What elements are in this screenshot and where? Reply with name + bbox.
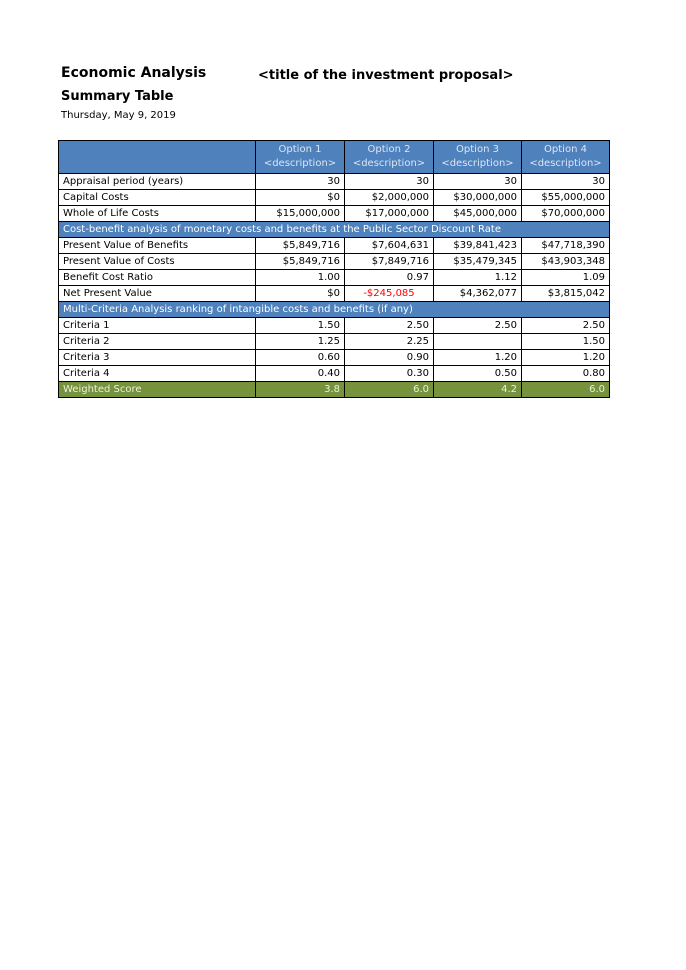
table-row xyxy=(59,238,610,254)
option-2-header: Option 2 <description> xyxy=(345,141,434,174)
cell-value: $45,000,000 xyxy=(434,206,522,222)
table-row xyxy=(59,350,610,366)
cell-value: 0.80 xyxy=(522,366,610,382)
cell-value: 1.25 xyxy=(256,334,345,350)
cell-value: 1.50 xyxy=(522,334,610,350)
table-row xyxy=(59,286,610,302)
cell-value: $2,000,000 xyxy=(345,190,434,206)
section-title: Cost-benefit analysis of monetary costs and benefits at the Public Sector Discount Rate xyxy=(59,222,522,238)
cell-value: $7,604,631 xyxy=(345,238,434,254)
cell-value: $0 xyxy=(256,190,345,206)
cell-value: 0.50 xyxy=(434,366,522,382)
score-value: 3.8 xyxy=(256,382,345,398)
cell-value: 2.50 xyxy=(434,318,522,334)
row-label: Whole of Life Costs xyxy=(59,206,256,222)
negative-value: -$245,085 xyxy=(345,286,434,302)
report-date: Thursday, May 9, 2019 xyxy=(61,110,176,121)
section-header-mca xyxy=(59,302,610,318)
cell-value: $5,849,716 xyxy=(256,238,345,254)
score-value: 4.2 xyxy=(434,382,522,398)
row-label: Appraisal period (years) xyxy=(59,174,256,190)
cell-value xyxy=(434,334,522,350)
section-header-cba xyxy=(59,222,610,238)
proposal-title: <title of the investment proposal> xyxy=(258,68,514,83)
cell-value: $70,000,000 xyxy=(522,206,610,222)
table-row xyxy=(59,190,610,206)
cell-value: 0.90 xyxy=(345,350,434,366)
table-row xyxy=(59,174,610,190)
table-row xyxy=(59,270,610,286)
cell-value: $17,000,000 xyxy=(345,206,434,222)
cell-value: $55,000,000 xyxy=(522,190,610,206)
cell-value: 0.97 xyxy=(345,270,434,286)
table-row xyxy=(59,366,610,382)
cell-value: 2.25 xyxy=(345,334,434,350)
cell-value: $47,718,390 xyxy=(522,238,610,254)
cell-value: $5,849,716 xyxy=(256,254,345,270)
row-label: Weighted Score xyxy=(59,382,256,398)
cell-value: $3,815,042 xyxy=(522,286,610,302)
table-row xyxy=(59,254,610,270)
cell-value: $4,362,077 xyxy=(434,286,522,302)
cell-value: 2.50 xyxy=(345,318,434,334)
header-blank-cell xyxy=(59,141,256,174)
cell-value: 0.40 xyxy=(256,366,345,382)
row-label: Net Present Value xyxy=(59,286,256,302)
section-blank-cell xyxy=(522,222,610,238)
table-row xyxy=(59,318,610,334)
page-title: Economic Analysis xyxy=(61,65,207,81)
cell-value: $30,000,000 xyxy=(434,190,522,206)
page-subtitle: Summary Table xyxy=(61,89,174,104)
cell-value: 30 xyxy=(522,174,610,190)
cell-value: $0 xyxy=(256,286,345,302)
weighted-score-row xyxy=(59,382,610,398)
row-label: Criteria 1 xyxy=(59,318,256,334)
cell-value: 30 xyxy=(345,174,434,190)
row-label: Criteria 4 xyxy=(59,366,256,382)
cell-value: 30 xyxy=(434,174,522,190)
cell-value: 0.60 xyxy=(256,350,345,366)
cell-value: 1.20 xyxy=(522,350,610,366)
section-title: Multi-Criteria Analysis ranking of intangible costs and benefits (if any) xyxy=(59,302,522,318)
row-label: Capital Costs xyxy=(59,190,256,206)
table-row xyxy=(59,206,610,222)
option-3-header: Option 3 <description> xyxy=(434,141,522,174)
option-1-header: Option 1 <description> xyxy=(256,141,345,174)
row-label: Criteria 3 xyxy=(59,350,256,366)
score-value: 6.0 xyxy=(522,382,610,398)
cell-value: 1.20 xyxy=(434,350,522,366)
cell-value: 1.12 xyxy=(434,270,522,286)
row-label: Benefit Cost Ratio xyxy=(59,270,256,286)
table-row xyxy=(59,334,610,350)
cell-value: $35,479,345 xyxy=(434,254,522,270)
cell-value: 1.50 xyxy=(256,318,345,334)
cell-value: 30 xyxy=(256,174,345,190)
summary-table xyxy=(58,140,610,398)
cell-value: 2.50 xyxy=(522,318,610,334)
cell-value: 1.09 xyxy=(522,270,610,286)
row-label: Criteria 2 xyxy=(59,334,256,350)
cell-value: $39,841,423 xyxy=(434,238,522,254)
cell-value: 1.00 xyxy=(256,270,345,286)
cell-value: 0.30 xyxy=(345,366,434,382)
cell-value: $7,849,716 xyxy=(345,254,434,270)
row-label: Present Value of Benefits xyxy=(59,238,256,254)
row-label: Present Value of Costs xyxy=(59,254,256,270)
option-4-header: Option 4 <description> xyxy=(522,141,610,174)
score-value: 6.0 xyxy=(345,382,434,398)
cell-value: $43,903,348 xyxy=(522,254,610,270)
cell-value: $15,000,000 xyxy=(256,206,345,222)
table-header-row xyxy=(59,141,610,174)
section-blank-cell xyxy=(522,302,610,318)
